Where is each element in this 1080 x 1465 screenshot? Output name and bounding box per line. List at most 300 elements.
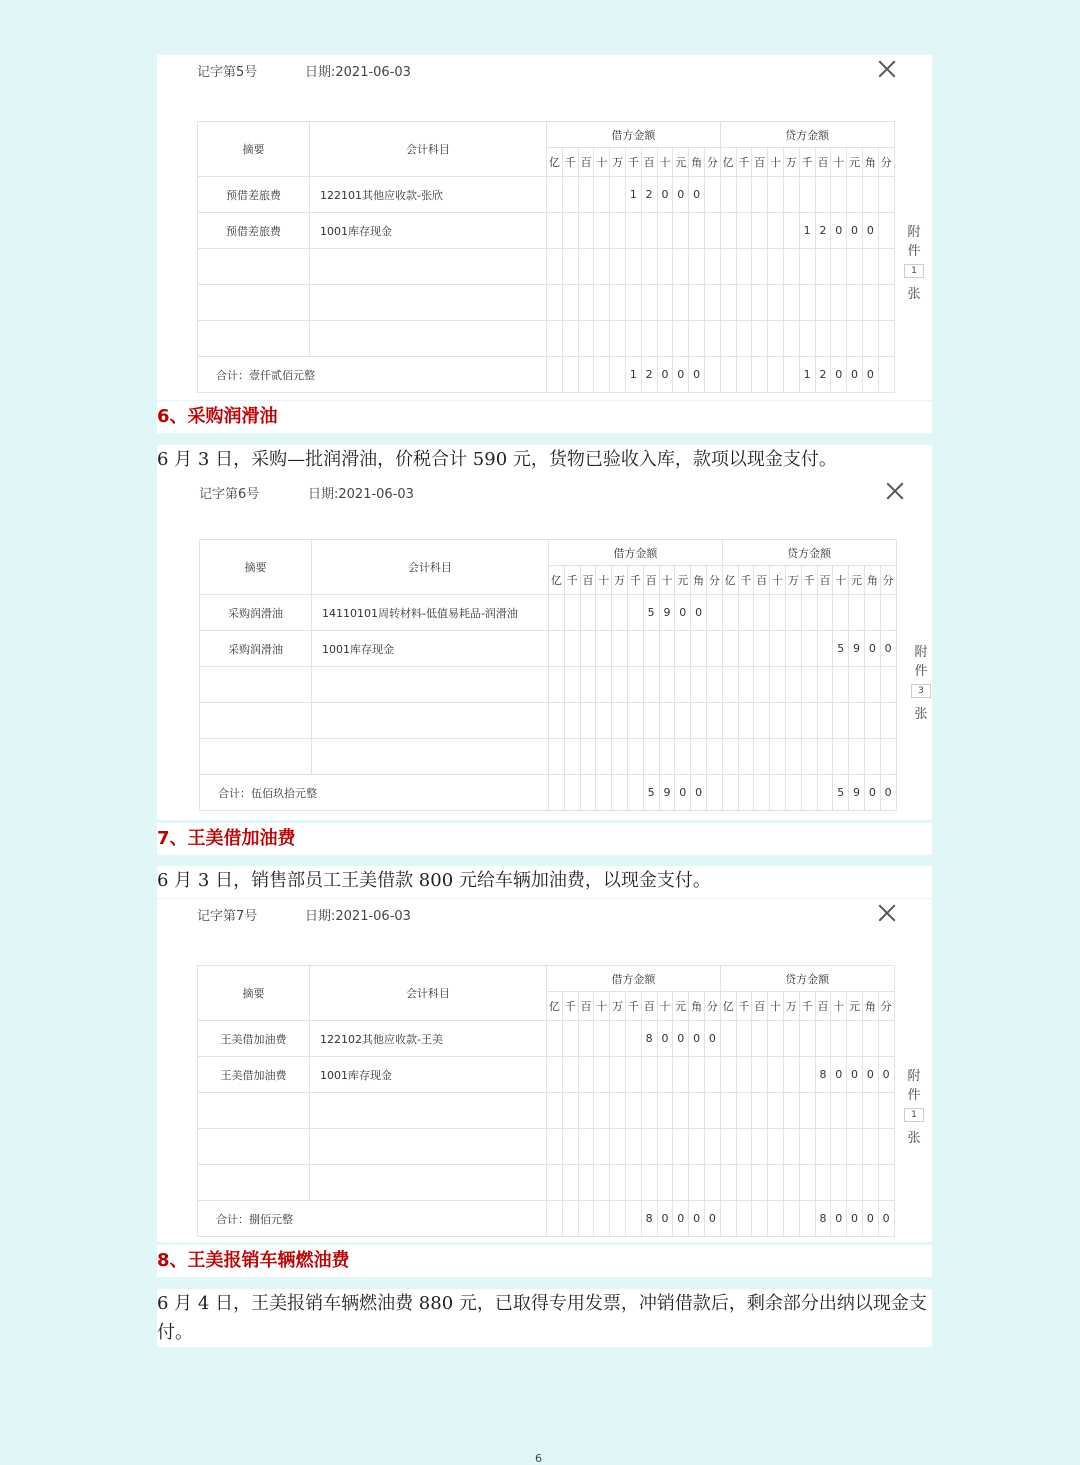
amount-digit — [704, 285, 720, 321]
unit-header: 十 — [657, 992, 673, 1021]
table-row — [198, 1021, 895, 1057]
total-credit-digit — [770, 775, 786, 811]
credit-header: 贷方金额 — [720, 122, 894, 148]
debit-digit — [562, 1057, 578, 1093]
total-credit-digit — [783, 357, 799, 393]
debit-digit — [564, 595, 580, 631]
amount-digit — [862, 1129, 878, 1165]
amount-digit — [754, 703, 770, 739]
table-row — [198, 177, 895, 213]
account-header: 会计科目 — [310, 122, 547, 177]
amount-digit — [799, 1093, 815, 1129]
total-debit-digit — [610, 357, 626, 393]
amount-digit — [562, 1129, 578, 1165]
total-label: 合计：捌佰元整 — [198, 1201, 547, 1237]
account-cell — [312, 667, 549, 703]
amount-digit — [547, 285, 563, 321]
amount-digit — [625, 249, 641, 285]
debit-digit — [580, 631, 596, 667]
amount-digit — [594, 1165, 610, 1201]
debit-digit: 0 — [689, 1021, 705, 1057]
account-cell: 122102其他应收款-王美 — [310, 1021, 547, 1057]
amount-digit — [594, 1129, 610, 1165]
credit-digit — [878, 213, 894, 249]
amount-digit — [641, 1129, 657, 1165]
amount-digit — [627, 739, 643, 775]
debit-digit — [627, 631, 643, 667]
account-cell: 1001库存现金 — [310, 213, 547, 249]
unit-header: 分 — [878, 992, 894, 1021]
unit-header: 元 — [675, 566, 691, 595]
amount-digit — [847, 285, 863, 321]
debit-digit — [643, 631, 659, 667]
unit-header: 万 — [783, 992, 799, 1021]
unit-header: 分 — [706, 566, 722, 595]
total-credit-digit — [878, 357, 894, 393]
unit-header: 亿 — [549, 566, 565, 595]
credit-digit — [768, 1057, 784, 1093]
page-number: 6 — [535, 1452, 542, 1465]
total-debit-digit — [562, 357, 578, 393]
amount-digit — [675, 703, 691, 739]
credit-digit — [849, 595, 865, 631]
amount-digit — [738, 739, 754, 775]
summary-header: 摘要 — [198, 122, 310, 177]
total-debit-digit: 0 — [673, 357, 689, 393]
debit-digit — [578, 1021, 594, 1057]
credit-digit — [783, 177, 799, 213]
total-credit-digit: 8 — [815, 1201, 831, 1237]
total-credit-digit — [785, 775, 801, 811]
amount-digit — [641, 285, 657, 321]
account-cell — [310, 1129, 547, 1165]
unit-header: 千 — [736, 148, 752, 177]
table-row — [200, 667, 897, 703]
summary-cell — [198, 1129, 310, 1165]
amount-digit — [862, 1165, 878, 1201]
credit-digit — [880, 595, 896, 631]
debit-digit — [562, 177, 578, 213]
summary-cell — [200, 667, 312, 703]
unit-header: 千 — [627, 566, 643, 595]
total-credit-digit: 5 — [833, 775, 849, 811]
credit-header: 贷方金额 — [722, 540, 896, 566]
amount-digit — [691, 739, 707, 775]
total-label: 合计：壹仟贰佰元整 — [198, 357, 547, 393]
amount-digit — [783, 1165, 799, 1201]
credit-digit — [799, 1021, 815, 1057]
credit-digit: 0 — [831, 1057, 847, 1093]
amount-digit — [815, 249, 831, 285]
credit-digit — [878, 177, 894, 213]
amount-digit — [783, 321, 799, 357]
credit-digit: 0 — [831, 213, 847, 249]
amount-digit — [673, 249, 689, 285]
unit-header: 千 — [799, 992, 815, 1021]
debit-digit: 0 — [689, 177, 705, 213]
amount-digit — [562, 285, 578, 321]
voucher-number: 记字第6号 — [199, 487, 260, 502]
table-row — [198, 249, 895, 285]
amount-digit — [878, 1165, 894, 1201]
debit-digit — [547, 213, 563, 249]
account-header: 会计科目 — [310, 966, 547, 1021]
unit-header: 十 — [831, 148, 847, 177]
debit-digit — [657, 1057, 673, 1093]
amount-digit — [673, 285, 689, 321]
credit-digit — [847, 177, 863, 213]
unit-header: 角 — [689, 148, 705, 177]
amount-digit — [768, 285, 784, 321]
close-icon[interactable] — [873, 899, 901, 927]
total-credit-digit — [768, 1201, 784, 1237]
unit-header: 角 — [689, 992, 705, 1021]
amount-digit — [752, 1129, 768, 1165]
credit-digit — [864, 595, 880, 631]
amount-digit — [736, 285, 752, 321]
amount-digit — [801, 739, 817, 775]
close-icon[interactable] — [881, 477, 909, 505]
amount-digit — [547, 1129, 563, 1165]
unit-header: 元 — [673, 992, 689, 1021]
amount-digit — [752, 285, 768, 321]
debit-digit — [641, 213, 657, 249]
credit-digit: 0 — [878, 1057, 894, 1093]
credit-digit: 0 — [847, 213, 863, 249]
total-credit-digit: 0 — [847, 357, 863, 393]
debit-digit: 0 — [673, 177, 689, 213]
amount-digit — [878, 1129, 894, 1165]
amount-digit — [657, 1165, 673, 1201]
unit-header: 亿 — [722, 566, 738, 595]
amount-digit — [689, 1165, 705, 1201]
debit-digit — [704, 1057, 720, 1093]
amount-digit — [720, 1093, 736, 1129]
amount-digit — [768, 321, 784, 357]
credit-digit — [783, 213, 799, 249]
credit-digit — [799, 177, 815, 213]
amount-digit — [878, 249, 894, 285]
debit-digit — [704, 213, 720, 249]
unit-header: 亿 — [720, 992, 736, 1021]
unit-header: 千 — [564, 566, 580, 595]
credit-digit — [783, 1057, 799, 1093]
total-credit-digit — [736, 1201, 752, 1237]
amount-digit — [578, 1165, 594, 1201]
section-heading: 7、王美借加油费 — [157, 823, 932, 855]
amount-digit — [815, 285, 831, 321]
account-cell — [310, 285, 547, 321]
total-debit-digit: 2 — [641, 357, 657, 393]
amount-digit — [801, 703, 817, 739]
summary-cell: 预借差旅费 — [198, 177, 310, 213]
amount-digit — [547, 321, 563, 357]
amount-digit — [578, 321, 594, 357]
close-icon[interactable] — [873, 55, 901, 83]
total-credit-digit: 0 — [864, 775, 880, 811]
debit-digit — [704, 177, 720, 213]
total-credit-digit — [738, 775, 754, 811]
credit-digit — [720, 177, 736, 213]
account-cell — [310, 321, 547, 357]
amount-digit — [562, 1093, 578, 1129]
amount-digit — [847, 1129, 863, 1165]
amount-digit — [704, 249, 720, 285]
amount-digit — [549, 703, 565, 739]
amount-digit — [547, 1093, 563, 1129]
amount-digit — [880, 667, 896, 703]
total-credit-digit — [799, 1201, 815, 1237]
amount-digit — [736, 321, 752, 357]
section-heading: 8、王美报销车辆燃油费 — [157, 1245, 932, 1277]
amount-digit — [864, 667, 880, 703]
debit-digit — [596, 595, 612, 631]
summary-cell — [200, 703, 312, 739]
total-debit-digit: 0 — [657, 1201, 673, 1237]
credit-digit — [768, 177, 784, 213]
amount-digit — [847, 321, 863, 357]
total-credit-digit — [752, 1201, 768, 1237]
voucher-table — [199, 539, 897, 811]
total-credit-digit: 0 — [880, 775, 896, 811]
unit-header: 百 — [752, 148, 768, 177]
debit-header: 借方金额 — [547, 966, 721, 992]
amount-digit — [720, 1129, 736, 1165]
amount-digit — [610, 1129, 626, 1165]
amount-digit — [878, 285, 894, 321]
debit-digit — [594, 213, 610, 249]
amount-digit — [785, 667, 801, 703]
amount-digit — [799, 321, 815, 357]
amount-digit — [594, 249, 610, 285]
credit-digit: 2 — [815, 213, 831, 249]
total-debit-digit — [594, 1201, 610, 1237]
debit-digit — [594, 1021, 610, 1057]
debit-digit — [625, 1021, 641, 1057]
unit-header: 十 — [657, 148, 673, 177]
table-row — [198, 1057, 895, 1093]
credit-digit — [722, 631, 738, 667]
credit-digit — [752, 1057, 768, 1093]
total-credit-digit: 0 — [831, 1201, 847, 1237]
amount-digit — [675, 667, 691, 703]
amount-digit — [612, 667, 628, 703]
credit-digit — [752, 177, 768, 213]
total-debit-digit — [610, 1201, 626, 1237]
attachment-count: 附 件 1 张 — [902, 1065, 926, 1146]
unit-header: 十 — [768, 148, 784, 177]
amount-digit — [625, 1165, 641, 1201]
total-debit-digit — [547, 1201, 563, 1237]
amount-digit — [612, 739, 628, 775]
summary-header: 摘要 — [198, 966, 310, 1021]
amount-digit — [817, 703, 833, 739]
summary-cell — [198, 1093, 310, 1129]
credit-digit: 0 — [864, 631, 880, 667]
total-credit-digit: 1 — [799, 357, 815, 393]
amount-digit — [704, 1093, 720, 1129]
total-debit-digit — [612, 775, 628, 811]
unit-header: 分 — [704, 992, 720, 1021]
amount-digit — [847, 249, 863, 285]
credit-digit — [783, 1021, 799, 1057]
amount-digit — [799, 1129, 815, 1165]
total-credit-digit — [736, 357, 752, 393]
voucher-date: 日期:2021-06-03 — [308, 487, 414, 502]
amount-digit — [862, 249, 878, 285]
amount-digit — [594, 285, 610, 321]
unit-header: 百 — [754, 566, 770, 595]
debit-digit: 0 — [675, 595, 691, 631]
unit-header: 角 — [864, 566, 880, 595]
voucher-card-7 — [157, 899, 932, 1242]
debit-digit — [706, 595, 722, 631]
summary-cell: 王美借加油费 — [198, 1021, 310, 1057]
credit-digit — [862, 1021, 878, 1057]
total-debit-digit — [580, 775, 596, 811]
amount-digit — [815, 1129, 831, 1165]
total-credit-digit — [752, 357, 768, 393]
unit-header: 角 — [862, 992, 878, 1021]
amount-digit — [783, 1129, 799, 1165]
debit-digit — [564, 631, 580, 667]
amount-digit — [831, 1129, 847, 1165]
credit-digit — [720, 213, 736, 249]
unit-header: 千 — [738, 566, 754, 595]
debit-digit — [689, 213, 705, 249]
amount-digit — [659, 667, 675, 703]
total-debit-digit: 0 — [689, 1201, 705, 1237]
unit-header: 角 — [862, 148, 878, 177]
amount-digit — [736, 249, 752, 285]
debit-digit — [612, 631, 628, 667]
amount-digit — [720, 249, 736, 285]
summary-cell — [198, 321, 310, 357]
summary-header: 摘要 — [200, 540, 312, 595]
amount-digit — [562, 321, 578, 357]
amount-digit — [547, 1165, 563, 1201]
debit-digit — [594, 1057, 610, 1093]
total-debit-digit — [596, 775, 612, 811]
table-row — [200, 631, 897, 667]
amount-digit — [770, 739, 786, 775]
voucher-date: 日期:2021-06-03 — [305, 65, 411, 80]
unit-header: 千 — [562, 992, 578, 1021]
amount-digit — [754, 739, 770, 775]
credit-digit — [801, 631, 817, 667]
amount-digit — [578, 1129, 594, 1165]
account-cell — [310, 249, 547, 285]
amount-digit — [612, 703, 628, 739]
credit-digit — [831, 1021, 847, 1057]
voucher-card-5 — [157, 55, 932, 400]
voucher-table — [197, 965, 895, 1237]
amount-digit — [862, 321, 878, 357]
account-cell — [310, 1093, 547, 1129]
credit-digit — [738, 595, 754, 631]
amount-digit — [578, 249, 594, 285]
amount-digit — [833, 739, 849, 775]
unit-header: 万 — [785, 566, 801, 595]
voucher-date: 日期:2021-06-03 — [305, 909, 411, 924]
debit-digit — [578, 213, 594, 249]
attachment-count: 附 件 1 张 — [902, 221, 926, 302]
unit-header: 百 — [578, 148, 594, 177]
credit-digit: 0 — [862, 1057, 878, 1093]
debit-digit — [578, 177, 594, 213]
credit-digit — [736, 177, 752, 213]
debit-digit — [596, 631, 612, 667]
amount-digit — [738, 703, 754, 739]
amount-digit — [849, 739, 865, 775]
debit-digit: 2 — [641, 177, 657, 213]
credit-digit — [754, 595, 770, 631]
unit-header: 千 — [736, 992, 752, 1021]
amount-digit — [657, 321, 673, 357]
credit-digit: 0 — [847, 1057, 863, 1093]
debit-digit — [627, 595, 643, 631]
unit-header: 千 — [562, 148, 578, 177]
amount-digit — [580, 703, 596, 739]
total-label: 合计：伍佰玖拾元整 — [200, 775, 549, 811]
credit-digit — [815, 177, 831, 213]
amount-digit — [673, 321, 689, 357]
amount-digit — [578, 1093, 594, 1129]
account-cell: 122101其他应收款-张欣 — [310, 177, 547, 213]
credit-digit — [833, 595, 849, 631]
amount-digit — [706, 667, 722, 703]
account-cell: 1001库存现金 — [312, 631, 549, 667]
total-debit-digit — [627, 775, 643, 811]
total-debit-digit — [594, 357, 610, 393]
voucher-number: 记字第5号 — [197, 65, 258, 80]
amount-digit — [783, 249, 799, 285]
debit-digit — [673, 213, 689, 249]
amount-digit — [641, 1093, 657, 1129]
amount-digit — [752, 321, 768, 357]
credit-digit — [720, 1021, 736, 1057]
credit-digit — [801, 595, 817, 631]
unit-header: 万 — [783, 148, 799, 177]
amount-digit — [659, 739, 675, 775]
debit-digit — [659, 631, 675, 667]
total-credit-digit: 0 — [862, 1201, 878, 1237]
total-credit-digit: 0 — [831, 357, 847, 393]
unit-header: 角 — [691, 566, 707, 595]
total-debit-digit: 0 — [657, 357, 673, 393]
amount-digit — [720, 1165, 736, 1201]
debit-digit — [610, 1021, 626, 1057]
amount-digit — [878, 321, 894, 357]
total-credit-digit — [801, 775, 817, 811]
unit-header: 元 — [847, 148, 863, 177]
summary-cell: 采购润滑油 — [200, 595, 312, 631]
debit-digit: 0 — [657, 1021, 673, 1057]
amount-digit — [657, 249, 673, 285]
amount-digit — [610, 1093, 626, 1129]
amount-digit — [673, 1093, 689, 1129]
unit-header: 十 — [768, 992, 784, 1021]
amount-digit — [847, 1165, 863, 1201]
amount-digit — [657, 1093, 673, 1129]
amount-digit — [849, 703, 865, 739]
account-cell — [310, 1165, 547, 1201]
table-row — [200, 595, 897, 631]
amount-digit — [643, 703, 659, 739]
credit-digit — [815, 1021, 831, 1057]
table-row — [198, 285, 895, 321]
credit-digit — [831, 177, 847, 213]
